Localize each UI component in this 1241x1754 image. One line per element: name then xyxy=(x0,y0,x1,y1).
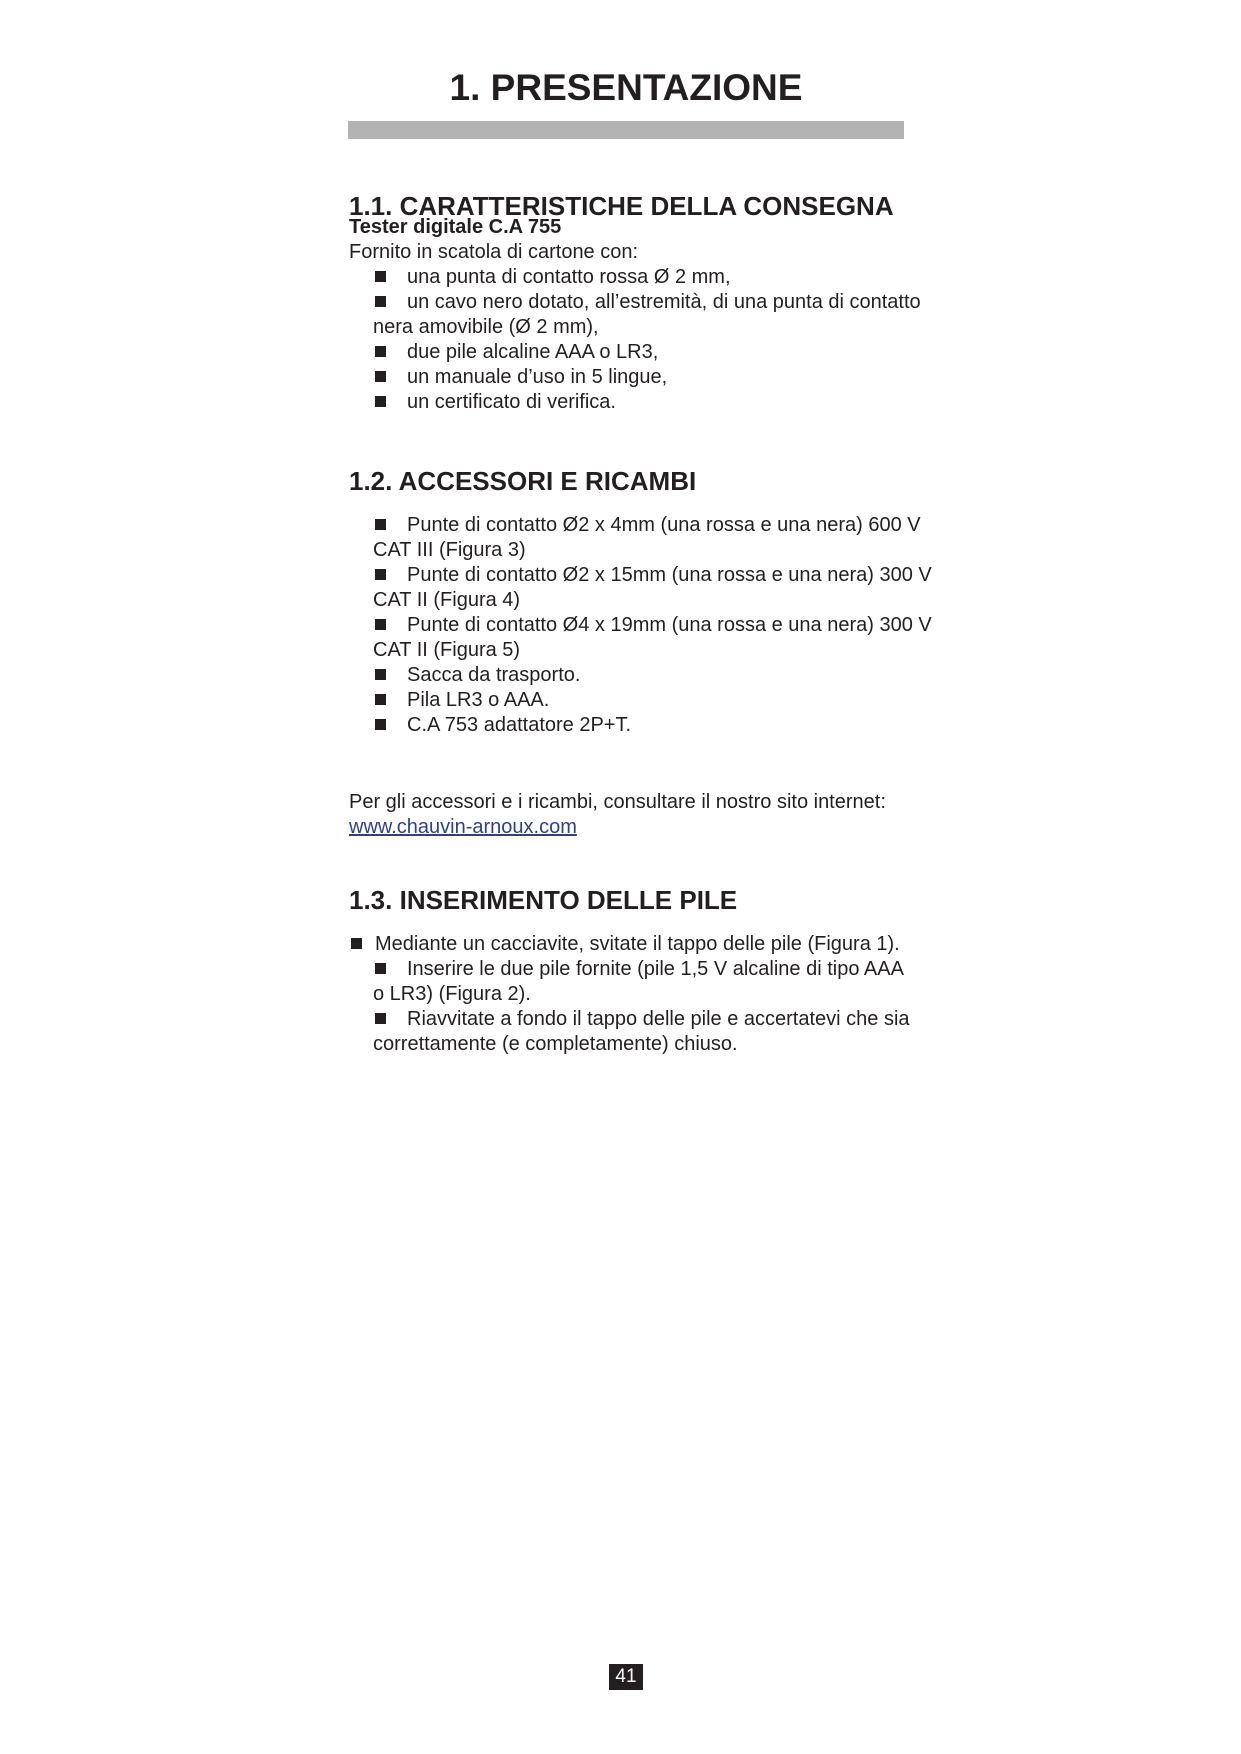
list-item: Punte di contatto Ø4 x 19mm (una rossa e una nera) 300 V CAT II (Figura 5) xyxy=(373,614,932,661)
page-number: 41 xyxy=(609,1664,643,1690)
list-item: C.A 753 adattatore 2P+T. xyxy=(373,713,943,738)
square-bullet-icon xyxy=(375,719,386,730)
square-bullet-icon xyxy=(375,694,386,705)
list-item: Inserire le due pile fornite (pile 1,5 V alcaline di tipo AAA o LR3) (Figura 2). xyxy=(373,958,904,1005)
square-bullet-icon xyxy=(351,938,362,949)
page-title: 1. PRESENTAZIONE xyxy=(449,67,803,108)
list-item: Punte di contatto Ø2 x 15mm (una rossa e una nera) 300 V CAT II (Figura 4) xyxy=(373,564,932,611)
list-item: Riavvitate a fondo il tappo delle pile e accertatevi che sia correttamente (e completamente) chiuso. xyxy=(373,1008,910,1055)
list-item: una punta di contatto rossa Ø 2 mm, xyxy=(373,265,943,290)
accessories-list xyxy=(373,513,943,738)
square-bullet-icon xyxy=(375,669,386,680)
batteries-steps-list xyxy=(349,932,949,1057)
square-bullet-icon xyxy=(375,296,386,307)
square-bullet-icon xyxy=(375,963,386,974)
website-link[interactable]: www.chauvin-arnoux.com xyxy=(349,816,577,838)
square-bullet-icon xyxy=(375,371,386,382)
list-item: Mediante un cacciavite, svitate il tappo delle pile (Figura 1). xyxy=(349,932,949,957)
delivery-intro: Fornito in scatola di cartone con: xyxy=(349,241,639,263)
list-item: un cavo nero dotato, all’estremità, di una punta di contatto nera amovibile (Ø 2 mm), xyxy=(373,291,921,338)
list-item: un certificato di verifica. xyxy=(373,390,943,415)
square-bullet-icon xyxy=(375,619,386,630)
square-bullet-icon xyxy=(375,569,386,580)
product-name: Tester digitale C.A 755 xyxy=(349,216,562,238)
title-divider-bar xyxy=(348,121,904,139)
square-bullet-icon xyxy=(375,1013,386,1024)
square-bullet-icon xyxy=(375,396,386,407)
list-item: un manuale d’uso in 5 lingue, xyxy=(373,365,943,390)
square-bullet-icon xyxy=(375,271,386,282)
section-title-batteries: 1.3. INSERIMENTO DELLE PILE xyxy=(349,885,738,915)
list-item: Sacca da trasporto. xyxy=(373,663,943,688)
website-text: Per gli accessori e i ricambi, consultare il nostro sito internet: xyxy=(349,791,886,813)
square-bullet-icon xyxy=(375,519,386,530)
list-item: Punte di contatto Ø2 x 4mm (una rossa e una nera) 600 V CAT III (Figura 3) xyxy=(373,514,921,561)
section-title-delivery: 1.1. CARATTERISTICHE DELLA CONSEGNA xyxy=(349,191,894,221)
section-title-accessories: 1.2. ACCESSORI E RICAMBI xyxy=(349,466,697,496)
list-item: Pila LR3 o AAA. xyxy=(373,688,943,713)
delivery-list xyxy=(373,265,943,415)
list-item: due pile alcaline AAA o LR3, xyxy=(373,340,943,365)
square-bullet-icon xyxy=(375,346,386,357)
